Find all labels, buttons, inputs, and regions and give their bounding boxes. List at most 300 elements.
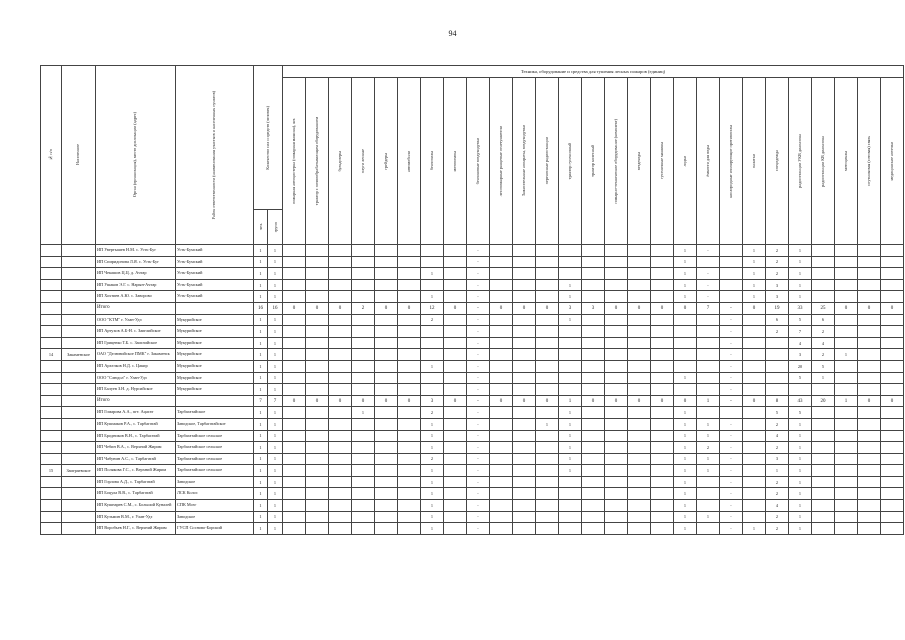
equipment-cell (283, 418, 306, 430)
equipment-cell (536, 360, 559, 372)
equipment-cell (513, 407, 536, 419)
equipment-cell (398, 418, 421, 430)
table-row (41, 279, 904, 291)
equipment-cell (352, 500, 375, 512)
settlement-cell (62, 372, 96, 384)
equipment-cell: 1 (674, 256, 697, 268)
equipment-cell (536, 488, 559, 500)
area-cell: Тарбагатайское сельское (176, 442, 254, 454)
area-cell: Заводское (176, 476, 254, 488)
equipment-cell (306, 500, 329, 512)
row-number-cell (41, 326, 62, 338)
area-cell: ГУСП Сосново-Борский (176, 523, 254, 535)
total-row (41, 302, 904, 314)
table-row (41, 465, 904, 477)
equipment-cell (398, 360, 421, 372)
equipment-cell (398, 442, 421, 454)
equipment-cell (628, 465, 651, 477)
area-cell: Усть-Бумский (176, 279, 254, 291)
equipment-cell: 1 (352, 407, 375, 419)
equipment-cell: - (720, 349, 743, 361)
row-number-cell (41, 453, 62, 465)
area-cell: Мукурийское (176, 349, 254, 361)
equipment-cell (329, 360, 352, 372)
equipment-cell: 1 (674, 453, 697, 465)
row-number-cell (41, 442, 62, 454)
header-area: Район ответственности (наименования участков и населенных пунктов) (176, 66, 254, 245)
equipment-cell (283, 488, 306, 500)
equipment-cell: 4 (766, 500, 789, 512)
organization-cell: ИП Увертышев Н.М. с. Усть-Буг (96, 245, 176, 257)
equipment-cell (536, 372, 559, 384)
equipment-cell (835, 372, 858, 384)
equipment-cell (421, 349, 444, 361)
equipment-cell (743, 337, 766, 349)
equipment-cell (743, 418, 766, 430)
staff-cell: 1 (268, 476, 283, 488)
equipment-cell: 0 (536, 395, 559, 407)
equipment-cell (605, 407, 628, 419)
equipment-cell (536, 268, 559, 280)
organization-cell: ИП Чекашов Ц.Ц. д. Ачтар (96, 268, 176, 280)
equipment-cell (306, 465, 329, 477)
equipment-cell (375, 245, 398, 257)
equipment-cell: 0 (605, 302, 628, 314)
staff-cell: 1 (268, 279, 283, 291)
equipment-cell (582, 360, 605, 372)
equipment-cell (375, 326, 398, 338)
equipment-cell (835, 488, 858, 500)
equipment-cell (513, 279, 536, 291)
equipment-cell (628, 430, 651, 442)
equipment-cell (881, 407, 904, 419)
equipment-cell (858, 245, 881, 257)
equipment-cell (559, 384, 582, 396)
equipment-cell: 0 (858, 302, 881, 314)
area-cell: Тарбагатайское (176, 407, 254, 419)
equipment-cell (582, 476, 605, 488)
equipment-cell: - (467, 418, 490, 430)
equipment-cell (536, 453, 559, 465)
equipment-cell (444, 314, 467, 326)
equipment-cell: 0 (651, 302, 674, 314)
staff-cell: 1 (268, 418, 283, 430)
equipment-cell: 6 (812, 314, 835, 326)
equipment-cell: 1 (697, 453, 720, 465)
table-row (41, 500, 904, 512)
equipment-cell (605, 523, 628, 535)
equipment-cell (651, 453, 674, 465)
equipment-cell (812, 476, 835, 488)
equipment-cell (858, 418, 881, 430)
equipment-cell: 0 (352, 395, 375, 407)
equipment-cell (743, 407, 766, 419)
staff-cell: 1 (268, 442, 283, 454)
equipment-cell (513, 268, 536, 280)
row-number-cell (41, 476, 62, 488)
equipment-cell (628, 268, 651, 280)
equipment-cell (513, 256, 536, 268)
settlement-cell (62, 326, 96, 338)
equipment-cell (398, 245, 421, 257)
equipment-cell: 2 (352, 302, 375, 314)
table-row (41, 488, 904, 500)
equipment-cell: 1 (559, 279, 582, 291)
equipment-cell (375, 279, 398, 291)
equipment-cell: 1 (674, 500, 697, 512)
row-number-cell (41, 500, 62, 512)
equipment-cell (835, 245, 858, 257)
equipment-cell (858, 523, 881, 535)
header-staff-people: чел. (254, 210, 268, 245)
equipment-cell (444, 407, 467, 419)
equipment-cell (513, 291, 536, 303)
equipment-cell: - (720, 476, 743, 488)
area-cell: Мукурийское (176, 384, 254, 396)
settlement-cell (62, 418, 96, 430)
equipment-cell (375, 488, 398, 500)
header-equipment-25: мотоциклы (835, 78, 858, 245)
equipment-cell (858, 430, 881, 442)
row-number-cell (41, 314, 62, 326)
equipment-cell (628, 372, 651, 384)
equipment-cell: 1 (536, 418, 559, 430)
staff-cell: 1 (254, 349, 268, 361)
area-cell: Усть-Бумский (176, 291, 254, 303)
equipment-cell (582, 465, 605, 477)
equipment-cell (628, 442, 651, 454)
equipment-cell (812, 384, 835, 396)
equipment-cell: 0 (582, 395, 605, 407)
equipment-cell (398, 476, 421, 488)
equipment-cell: - (467, 453, 490, 465)
equipment-cell (651, 442, 674, 454)
equipment-cell: 5 (789, 372, 812, 384)
equipment-cell (743, 511, 766, 523)
staff-cell: 1 (268, 337, 283, 349)
table-row (41, 476, 904, 488)
equipment-cell: 2 (766, 511, 789, 523)
equipment-cell: - (720, 314, 743, 326)
equipment-cell (283, 268, 306, 280)
equipment-cell (835, 500, 858, 512)
equipment-cell (582, 430, 605, 442)
equipment-cell (444, 360, 467, 372)
equipment-cell (697, 500, 720, 512)
area-cell: Мукурийское (176, 314, 254, 326)
equipment-cell (398, 349, 421, 361)
header-equipment-14: трактор колесный (582, 78, 605, 245)
equipment-cell (628, 418, 651, 430)
equipment-cell: 0 (881, 395, 904, 407)
equipment-cell (881, 442, 904, 454)
equipment-cell (720, 291, 743, 303)
equipment-cell (352, 337, 375, 349)
equipment-cell (858, 465, 881, 477)
equipment-cell (628, 314, 651, 326)
equipment-cell (329, 291, 352, 303)
settlement-cell (62, 511, 96, 523)
settlement-cell (62, 360, 96, 372)
equipment-cell: 1 (674, 442, 697, 454)
equipment-cell: 0 (306, 302, 329, 314)
equipment-cell (513, 465, 536, 477)
equipment-cell: 1 (697, 395, 720, 407)
equipment-cell (835, 279, 858, 291)
table-row (41, 256, 904, 268)
equipment-cell: 2 (766, 442, 789, 454)
area-cell: Заводское, Тарбагатайское (176, 418, 254, 430)
equipment-cell (697, 314, 720, 326)
equipment-cell (651, 337, 674, 349)
header-equipment-21: палатки (743, 78, 766, 245)
equipment-cell (375, 337, 398, 349)
equipment-cell: - (720, 465, 743, 477)
equipment-cell: 1 (421, 511, 444, 523)
equipment-cell (398, 500, 421, 512)
equipment-cell (881, 326, 904, 338)
equipment-cell (421, 279, 444, 291)
equipment-cell: 3 (789, 349, 812, 361)
equipment-cell (490, 326, 513, 338)
equipment-cell (536, 291, 559, 303)
header-equipment-group: Техника, оборудование и средства для тушения лесных пожаров (единиц) (283, 66, 904, 78)
equipment-cell (881, 314, 904, 326)
equipment-cell (513, 384, 536, 396)
equipment-cell: - (467, 279, 490, 291)
equipment-cell (835, 256, 858, 268)
equipment-cell: 0 (375, 395, 398, 407)
staff-cell: 1 (268, 523, 283, 535)
equipment-cell (283, 500, 306, 512)
settlement-cell (62, 314, 96, 326)
equipment-cell (490, 337, 513, 349)
equipment-cell (283, 360, 306, 372)
equipment-cell (352, 442, 375, 454)
equipment-cell (329, 326, 352, 338)
equipment-cell (283, 442, 306, 454)
equipment-cell (582, 418, 605, 430)
equipment-cell: - (467, 465, 490, 477)
header-equipment-6: автомобили (398, 78, 421, 245)
equipment-cell: 0 (513, 395, 536, 407)
equipment-cell (582, 291, 605, 303)
equipment-cell (352, 418, 375, 430)
equipment-cell (444, 326, 467, 338)
equipment-cell: 1 (559, 465, 582, 477)
equipment-cell: - (467, 349, 490, 361)
equipment-cell (283, 453, 306, 465)
settlement-cell (62, 407, 96, 419)
equipment-cell: 1 (421, 465, 444, 477)
equipment-cell: 4 (766, 430, 789, 442)
equipment-cell (306, 291, 329, 303)
area-cell: Мукурийское (176, 360, 254, 372)
equipment-cell: 0 (605, 395, 628, 407)
equipment-cell (536, 465, 559, 477)
equipment-cell: - (467, 256, 490, 268)
equipment-cell: 1 (559, 395, 582, 407)
equipment-cell (697, 337, 720, 349)
equipment-cell (858, 349, 881, 361)
equipment-cell (352, 488, 375, 500)
equipment-cell: - (467, 476, 490, 488)
equipment-cell (881, 349, 904, 361)
staff-cell: 1 (254, 500, 268, 512)
equipment-cell: - (467, 291, 490, 303)
equipment-cell (674, 349, 697, 361)
equipment-cell: - (720, 500, 743, 512)
equipment-cell (628, 245, 651, 257)
header-no: № п/п (41, 66, 62, 245)
equipment-cell (306, 279, 329, 291)
equipment-cell: 2 (766, 245, 789, 257)
equipment-cell (858, 268, 881, 280)
equipment-cell (697, 523, 720, 535)
equipment-cell: 2 (421, 314, 444, 326)
equipment-cell (513, 360, 536, 372)
equipment-cell (536, 384, 559, 396)
equipment-cell (398, 314, 421, 326)
equipment-cell (674, 337, 697, 349)
equipment-cell (490, 384, 513, 396)
organization-cell: ИП Хохтиев А.Ю. с. Заворово (96, 291, 176, 303)
equipment-cell (444, 523, 467, 535)
equipment-cell (858, 488, 881, 500)
staff-cell: 1 (268, 326, 283, 338)
equipment-cell: - (720, 442, 743, 454)
equipment-cell: 1 (674, 279, 697, 291)
area-cell (176, 395, 254, 407)
equipment-cell (674, 326, 697, 338)
staff-cell: 16 (254, 302, 268, 314)
equipment-cell (605, 511, 628, 523)
equipment-cell (536, 256, 559, 268)
staff-cell: 1 (268, 488, 283, 500)
equipment-cell (306, 476, 329, 488)
equipment-cell (628, 407, 651, 419)
row-number-cell (41, 418, 62, 430)
equipment-cell (421, 245, 444, 257)
equipment-cell (329, 372, 352, 384)
equipment-cell: 0 (444, 302, 467, 314)
equipment-cell (375, 256, 398, 268)
settlement-cell (62, 500, 96, 512)
staff-cell: 1 (268, 291, 283, 303)
equipment-cell (536, 500, 559, 512)
area-cell: Тарбагатайское сельское (176, 430, 254, 442)
fire-equipment-table (40, 65, 904, 535)
area-cell: Усть-Бумский (176, 268, 254, 280)
row-number-cell (41, 302, 62, 314)
equipment-cell (490, 279, 513, 291)
equipment-cell: 25 (812, 302, 835, 314)
equipment-cell: - (720, 360, 743, 372)
equipment-cell (697, 256, 720, 268)
equipment-cell (628, 500, 651, 512)
staff-cell: 1 (268, 453, 283, 465)
equipment-cell (881, 430, 904, 442)
row-number-cell (41, 337, 62, 349)
equipment-cell (352, 465, 375, 477)
equipment-cell (582, 337, 605, 349)
equipment-cell (490, 268, 513, 280)
staff-cell: 1 (268, 268, 283, 280)
staff-cell: 7 (268, 395, 283, 407)
header-equipment-7: бензопилы (421, 78, 444, 245)
table-row (41, 245, 904, 257)
equipment-cell (858, 442, 881, 454)
equipment-cell: 1 (421, 268, 444, 280)
equipment-cell (536, 407, 559, 419)
equipment-cell (835, 337, 858, 349)
equipment-cell: - (720, 523, 743, 535)
equipment-cell: 1 (674, 523, 697, 535)
equipment-cell (444, 256, 467, 268)
equipment-cell (628, 360, 651, 372)
staff-cell: 1 (254, 453, 268, 465)
equipment-cell (582, 326, 605, 338)
equipment-cell (421, 384, 444, 396)
header-equipment-15: пожарно-техническое оборудование (комплект) (605, 78, 628, 245)
equipment-cell (835, 384, 858, 396)
equipment-cell (605, 291, 628, 303)
staff-cell: 1 (254, 430, 268, 442)
equipment-cell (283, 256, 306, 268)
equipment-cell: 1 (789, 453, 812, 465)
equipment-cell (582, 511, 605, 523)
organization-cell: ИП Ушаков Э.Г. с. Нарын-Ачтар (96, 279, 176, 291)
equipment-cell: 0 (398, 302, 421, 314)
equipment-cell (352, 256, 375, 268)
equipment-cell (444, 291, 467, 303)
equipment-cell (628, 291, 651, 303)
row-number-cell (41, 256, 62, 268)
equipment-cell (375, 372, 398, 384)
equipment-cell: 19 (766, 302, 789, 314)
equipment-cell (398, 465, 421, 477)
equipment-cell (306, 384, 329, 396)
equipment-cell (743, 500, 766, 512)
equipment-cell (559, 488, 582, 500)
organization-cell: ИП Кузьмин В.М., г. Улан-Удэ (96, 511, 176, 523)
settlement-cell (62, 453, 96, 465)
equipment-cell (306, 430, 329, 442)
header-equipment-26: спутниковая (сотовая) связь (858, 78, 881, 245)
equipment-cell (605, 488, 628, 500)
equipment-cell (743, 453, 766, 465)
equipment-cell (352, 372, 375, 384)
row-number-cell: 15 (41, 465, 62, 477)
equipment-cell (398, 453, 421, 465)
row-number-cell (41, 268, 62, 280)
equipment-cell (306, 407, 329, 419)
equipment-cell (835, 326, 858, 338)
equipment-cell (536, 442, 559, 454)
row-number-cell (41, 523, 62, 535)
equipment-cell (582, 256, 605, 268)
equipment-cell: 1 (421, 488, 444, 500)
row-number-cell (41, 488, 62, 500)
staff-cell: 1 (254, 360, 268, 372)
equipment-cell (881, 511, 904, 523)
equipment-cell (444, 337, 467, 349)
table-row (41, 337, 904, 349)
equipment-cell (858, 407, 881, 419)
equipment-cell (490, 372, 513, 384)
equipment-cell (352, 523, 375, 535)
equipment-cell (444, 500, 467, 512)
